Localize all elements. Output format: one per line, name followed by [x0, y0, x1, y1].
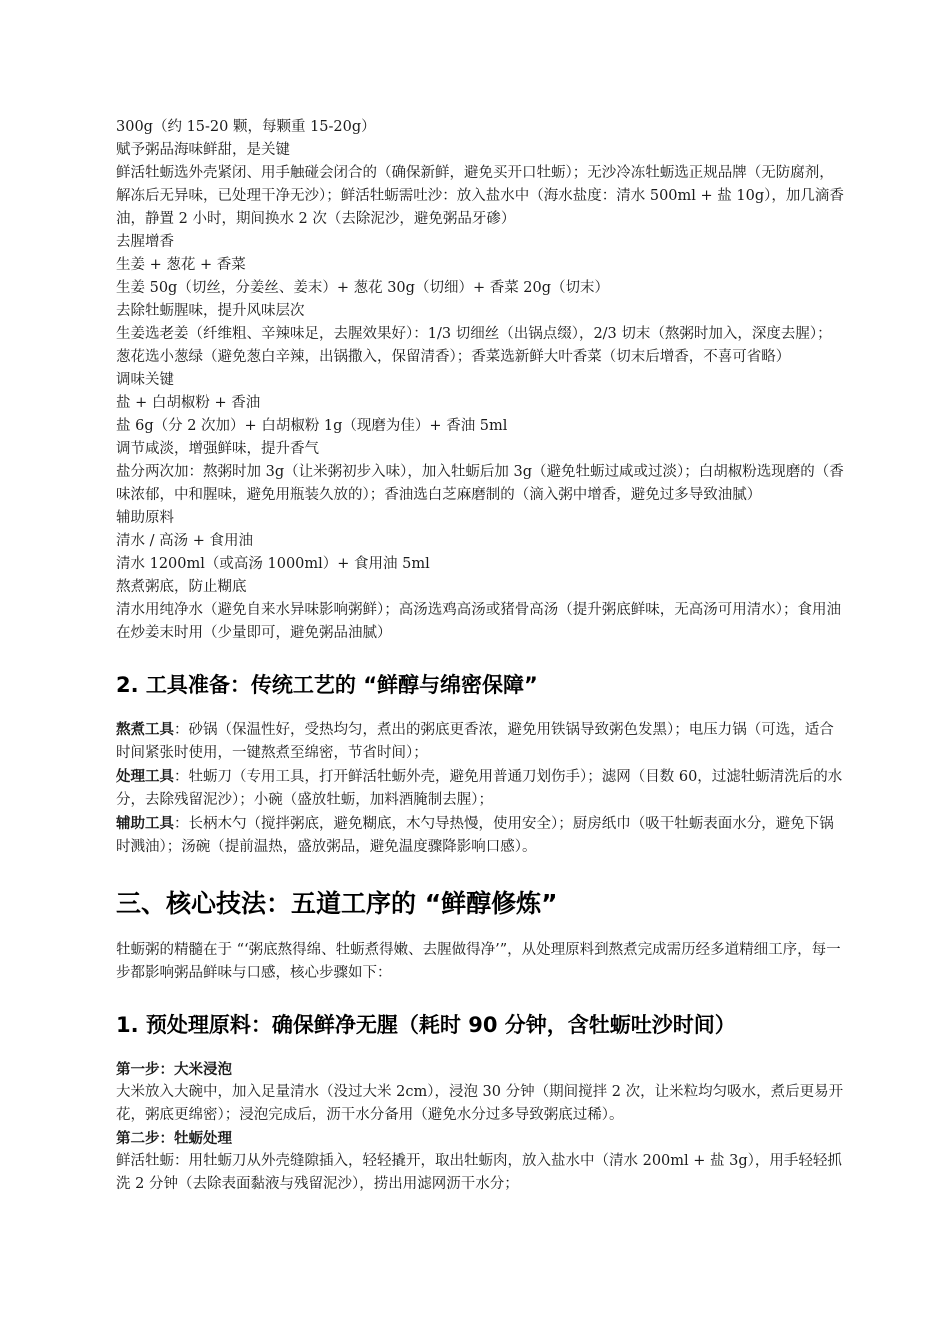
core-intro: 牡蛎粥的精髓在于 “‘粥底熬得绵、牡蛎煮得嫩、去腥做得净’”，从处理原料到熬煮完成需历经多道精细工序，每一步都影响粥品鲜味与口感，核心步骤如下： [116, 942, 841, 981]
ingredient-line: 生姜 + 葱花 + 香菜 [116, 257, 246, 273]
tools-list [116, 718, 846, 859]
tool-label: 辅助工具 [116, 815, 174, 832]
ingredient-line: 生姜选老姜（纤维粗、辛辣味足，去腥效果好）：1/3 切细丝（出锅点缀），2/3 切末（熬粥时加入，深度去腥）；葱花选小葱绿（避免葱白辛辣，出锅撒入，保留清香）；香菜选新鲜大叶香菜（切末后增香，不喜可省略） [116, 326, 832, 365]
ingredient-line: 辅助原料 [116, 510, 174, 526]
tool-text: ：砂锅（保温性好，受热均匀，煮出的粥底更香浓，避免用铁锅导致粥色发黑）；电压力锅（可选，适合时间紧张时使用，一键熬煮至绵密，节省时间）； [116, 722, 834, 761]
ingredient-line: 赋予粥品海味鲜甜，是关键 [116, 142, 290, 158]
tool-item [116, 765, 846, 812]
ingredient-line: 清水 / 高汤 + 食用油 [116, 533, 253, 549]
ingredient-line: 清水 1200ml（或高汤 1000ml）+ 食用油 5ml [116, 556, 430, 572]
step2-text: 鲜活牡蛎：用牡蛎刀从外壳缝隙插入，轻轻撬开，取出牡蛎肉，放入盐水中（清水 200ml + 盐 3g），用手轻轻抓洗 2 分钟（去除表面黏液与残留泥沙），捞出用滤网沥干水分； [116, 1153, 842, 1192]
core-heading: 三、核心技法：五道工序的 “鲜醇修炼” [116, 889, 558, 918]
ingredients-block [116, 116, 846, 645]
tool-text: ：长柄木勺（搅拌粥底，避免糊底，木勺导热慢，使用安全）；厨房纸巾（吸干牡蛎表面水分，避免下锅时溅油）；汤碗（提前温热，盛放粥品，避免温度骤降影响口感）。 [116, 816, 834, 855]
prep-heading: 1. 预处理原料：确保鲜净无腥（耗时 90 分钟，含牡蛎吐沙时间） [116, 1013, 736, 1037]
tool-text: ：牡蛎刀（专用工具，打开鲜活牡蛎外壳，避免用普通刀划伤手）；滤网（目数 60，过滤牡蛎清洗后的水分，去除残留泥沙）；小碗（盛放牡蛎，加料酒腌制去腥）； [116, 769, 843, 808]
ingredient-line: 清水用纯净水（避免自来水异味影响粥鲜）；高汤选鸡高汤或猪骨高汤（提升粥底鲜味，无高汤可用清水）；食用油在炒姜末时用（少量即可，避免粥品油腻） [116, 602, 841, 641]
ingredient-line: 盐 6g（分 2 次加）+ 白胡椒粉 1g（现磨为佳）+ 香油 5ml [116, 418, 508, 434]
tools-heading: 2. 工具准备：传统工艺的 “鲜醇与绵密保障” [116, 673, 538, 697]
step2-title: 第二步：牡蛎处理 [116, 1130, 232, 1147]
ingredient-line: 熬煮粥底，防止糊底 [116, 579, 247, 595]
ingredient-line: 调节咸淡，增强鲜味，提升香气 [116, 441, 319, 457]
document-content [116, 116, 846, 1196]
ingredient-line: 去除牡蛎腥味，提升风味层次 [116, 303, 305, 319]
tool-label: 处理工具 [116, 768, 174, 785]
step1-title: 第一步：大米浸泡 [116, 1061, 232, 1078]
ingredient-line: 生姜 50g（切丝，分姜丝、姜末）+ 葱花 30g（切细）+ 香菜 20g（切末） [116, 280, 610, 296]
prep-steps [116, 1058, 846, 1196]
ingredient-line: 盐分两次加：熬粥时加 3g（让米粥初步入味），加入牡蛎后加 3g（避免牡蛎过咸或过淡）；白胡椒粉选现磨的（香味浓郁，中和腥味，避免用瓶装久放的）；香油选白芝麻磨制的（滴入粥中增香，避免过多导致油腻） [116, 464, 844, 503]
tool-item [116, 812, 846, 859]
ingredient-line: 鲜活牡蛎选外壳紧闭、用手触碰会闭合的（确保新鲜，避免买开口牡蛎）；无沙冷冻牡蛎选正规品牌（无防腐剂，解冻后无异味，已处理干净无沙）；鲜活牡蛎需吐沙：放入盐水中（海水盐度：清水 500ml + 盐 10g），加几滴香油，静置 2 小时，期间换水 2 次（去除泥沙，避免粥品牙碜） [116, 165, 844, 227]
step1-text: 大米放入大碗中，加入足量清水（没过大米 2cm），浸泡 30 分钟（期间搅拌 2 次，让米粒均匀吸水，煮后更易开花，粥底更绵密）；浸泡完成后，沥干水分备用（避免水分过多导致粥底过稀）。 [116, 1084, 844, 1123]
ingredient-line: 调味关键 [116, 372, 174, 388]
ingredient-line: 盐 + 白胡椒粉 + 香油 [116, 395, 261, 411]
tool-item [116, 718, 846, 765]
ingredient-line: 300g（约 15-20 颗，每颗重 15-20g） [116, 119, 376, 135]
ingredient-line: 去腥增香 [116, 234, 174, 250]
tool-label: 熬煮工具 [116, 721, 174, 738]
